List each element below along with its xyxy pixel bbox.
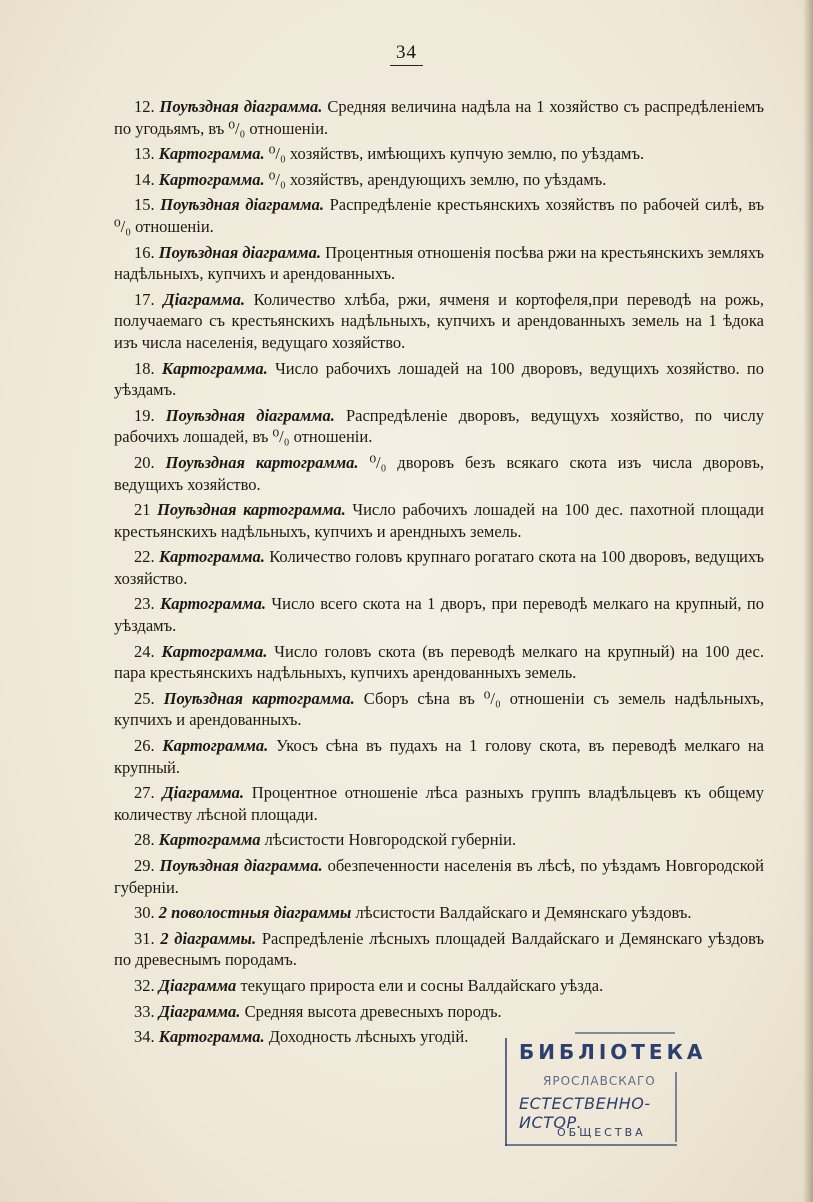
entry-number: 26. — [134, 736, 155, 756]
list-item — [114, 829, 764, 851]
entry-number: 31. — [134, 928, 155, 948]
stamp-line-2: ЯРОСЛАВСКАГО — [543, 1074, 656, 1088]
entry-description: Количество головъ крупнаго рогатаго скота на 100 дворовъ, ведущихъ хозяйство. — [114, 547, 765, 588]
list-item — [114, 782, 764, 825]
entry-number: 21 — [134, 500, 151, 520]
entry-description: лѣсистости Новгородской губерніи. — [260, 830, 517, 850]
entry-title: Картограмма. — [162, 736, 269, 756]
stamp-border-left — [505, 1038, 507, 1146]
stamp-line-4: ОБЩЕСТВА — [557, 1126, 646, 1139]
entry-title: Поуѣздная картограмма. — [165, 452, 359, 472]
entry-title: Діаграмма. — [163, 289, 245, 309]
entry-title: Діаграмма — [158, 975, 237, 995]
list-item — [114, 194, 764, 237]
list-item — [114, 143, 764, 165]
entry-title: Картограмма. — [161, 358, 268, 378]
entry-title: Поуѣздная діаграмма. — [159, 97, 323, 116]
entry-description: Число всего скота на 1 дворъ, при переводѣ мелкаго на крупный, по уѣздамъ. — [114, 594, 764, 636]
entry-title: Поуѣздная картограмма. — [163, 688, 355, 708]
entry-number: 33. — [134, 1001, 155, 1021]
entry-title: Картограмма. — [161, 641, 268, 661]
page-number-text: 34 — [390, 42, 423, 66]
list-item — [114, 405, 764, 448]
list-item — [114, 928, 764, 971]
list-item — [114, 169, 764, 191]
entry-description: Количество хлѣба, ржи, ячменя и кортофеля,при переводѣ на рожь, получаемаго съ крестьянскихъ надѣльныхъ, купчихъ и арендованныхъ земель на 1 ѣдока изъ числа населенія, ведущаго хозяйство. — [114, 289, 764, 352]
list-item — [114, 688, 764, 731]
entry-number: 29. — [134, 856, 155, 875]
entry-title: Картограмма. — [158, 547, 265, 567]
entry-list — [114, 96, 764, 1052]
entry-number: 24. — [134, 641, 155, 661]
stamp-border-top — [575, 1032, 675, 1034]
entry-number: 20. — [134, 452, 155, 472]
entry-title: Діаграмма. — [158, 1001, 241, 1021]
entry-number: 16. — [134, 242, 155, 262]
list-item — [114, 96, 764, 139]
stamp-line-3: ЕСТЕСТВЕННО-ИСТОР. — [519, 1094, 651, 1132]
entry-number: 13. — [134, 144, 155, 164]
entry-description: текущаго прироста ели и сосны Валдайскаго уѣзда. — [236, 975, 604, 995]
entry-number: 17. — [134, 289, 155, 309]
entry-description: Процентное отношеніе лѣса разныхъ группъ владѣльцевъ къ общему количеству лѣсной площади. — [114, 783, 764, 824]
entry-title: Картограмма. — [158, 169, 265, 189]
list-item — [114, 735, 764, 778]
entry-number: 27. — [134, 783, 155, 803]
entry-number: 25. — [134, 688, 155, 708]
entry-title: 2 поволостныя діаграммы — [158, 903, 352, 923]
entry-description: Распредѣленіе дворовъ, ведущухъ хозяйство, по числу рабочихъ лошадей, въ ⁰/₀ отношеніи. — [114, 405, 765, 447]
list-item — [114, 499, 764, 542]
entry-title: Діаграмма. — [162, 783, 245, 803]
list-item — [114, 289, 764, 354]
entry-number: 22. — [134, 547, 155, 567]
entry-description: ⁰/₀ хозяйствъ, имѣющихъ купчую землю, по уѣздамъ. — [264, 144, 645, 164]
entry-description: лѣсистости Валдайскаго и Демянскаго уѣздовъ. — [351, 903, 692, 923]
stamp-line-1: БИБЛІОТЕКА — [519, 1040, 707, 1064]
list-item — [114, 855, 764, 898]
list-item — [114, 641, 764, 684]
stamp-border-bottom — [505, 1144, 677, 1146]
entry-number: 15. — [134, 195, 155, 215]
list-item — [114, 546, 764, 589]
entry-title: Поуѣздная діаграмма. — [158, 242, 321, 262]
entry-description: Средняя величина надѣла на 1 хозяйство съ распредѣленіемъ по угодьямъ, въ ⁰/₀ отношеніи. — [114, 97, 765, 138]
entry-description: Распредѣленіе крестьянскихъ хозяйствъ по рабочей силѣ, въ ⁰/₀ отношеніи. — [114, 195, 764, 236]
page-edge-shadow — [803, 0, 813, 1202]
entry-description: Распредѣленіе лѣсныхъ площадей Валдайскаго и Демянскаго уѣздовъ по древеснымъ породамъ. — [114, 928, 765, 970]
list-item — [114, 1001, 764, 1023]
entry-title: Картограмма. — [158, 1027, 265, 1047]
entry-description: Число рабочихъ лошадей на 100 дворовъ, ведущихъ хозяйство. по уѣздамъ. — [114, 358, 765, 400]
entry-title: Картограмма. — [160, 594, 266, 614]
entry-number: 30. — [134, 903, 155, 923]
entry-description: Доходность лѣсныхъ угодій. — [264, 1027, 469, 1047]
list-item — [114, 593, 764, 636]
entry-title: Картограмма. — [158, 144, 265, 164]
entry-number: 18. — [134, 358, 155, 378]
entry-title: Поуѣздная діаграмма. — [159, 856, 323, 875]
entry-number: 28. — [134, 830, 155, 850]
entry-description: Укосъ сѣна въ пудахъ на 1 голову скота, въ переводѣ мелкаго на крупный. — [114, 736, 765, 777]
entry-number: 34. — [134, 1027, 155, 1047]
entry-title: Поуѣздная картограмма. — [157, 500, 346, 520]
list-item — [114, 902, 764, 924]
list-item — [114, 242, 764, 285]
entry-description: ⁰/₀ хозяйствъ, арендующихъ землю, по уѣздамъ. — [264, 169, 607, 189]
list-item — [114, 452, 764, 495]
page-number — [0, 42, 813, 64]
entry-description: Средняя высота древесныхъ породъ. — [240, 1001, 502, 1021]
list-item — [114, 358, 764, 401]
entry-title: Картограмма — [158, 830, 261, 850]
entry-description: обезпеченности населенія въ лѣсѣ, по уѣздамъ Новгородской губерніи. — [114, 856, 764, 897]
entry-number: 23. — [134, 594, 155, 614]
entry-description: Число рабочихъ лошадей на 100 дес. пахотной площади крестьянскихъ надѣльныхъ, купчихъ и арендныхъ земель. — [114, 500, 764, 541]
entry-number: 19. — [134, 405, 155, 425]
entry-description: Число головъ скота (въ переводѣ мелкаго на крупный) на 100 дес. пара крестьянскихъ надѣльныхъ, купчихъ арендованныхъ земель. — [114, 641, 765, 683]
entry-title: Поуѣздная діаграмма. — [160, 195, 324, 215]
entry-number: 14. — [134, 169, 155, 189]
entry-description: Процентныя отношенія посѣва ржи на крестьянскихъ земляхъ надѣльныхъ, купчихъ и арендованныхъ. — [114, 242, 764, 284]
list-item — [114, 975, 764, 997]
entry-number: 12. — [134, 97, 155, 116]
entry-title: 2 діаграммы. — [160, 928, 257, 948]
entry-title: Поуѣздная діаграмма. — [165, 405, 335, 425]
entry-description: Сборъ сѣна въ ⁰/₀ отношеніи съ земель надѣльныхъ, купчихъ и арендованныхъ. — [114, 688, 765, 730]
library-stamp — [505, 1032, 707, 1152]
entry-description: ⁰/₀ дворовъ безъ всякаго скота изъ числа дворовъ, ведущихъ хозяйство. — [114, 452, 765, 494]
entry-number: 32. — [134, 975, 155, 995]
